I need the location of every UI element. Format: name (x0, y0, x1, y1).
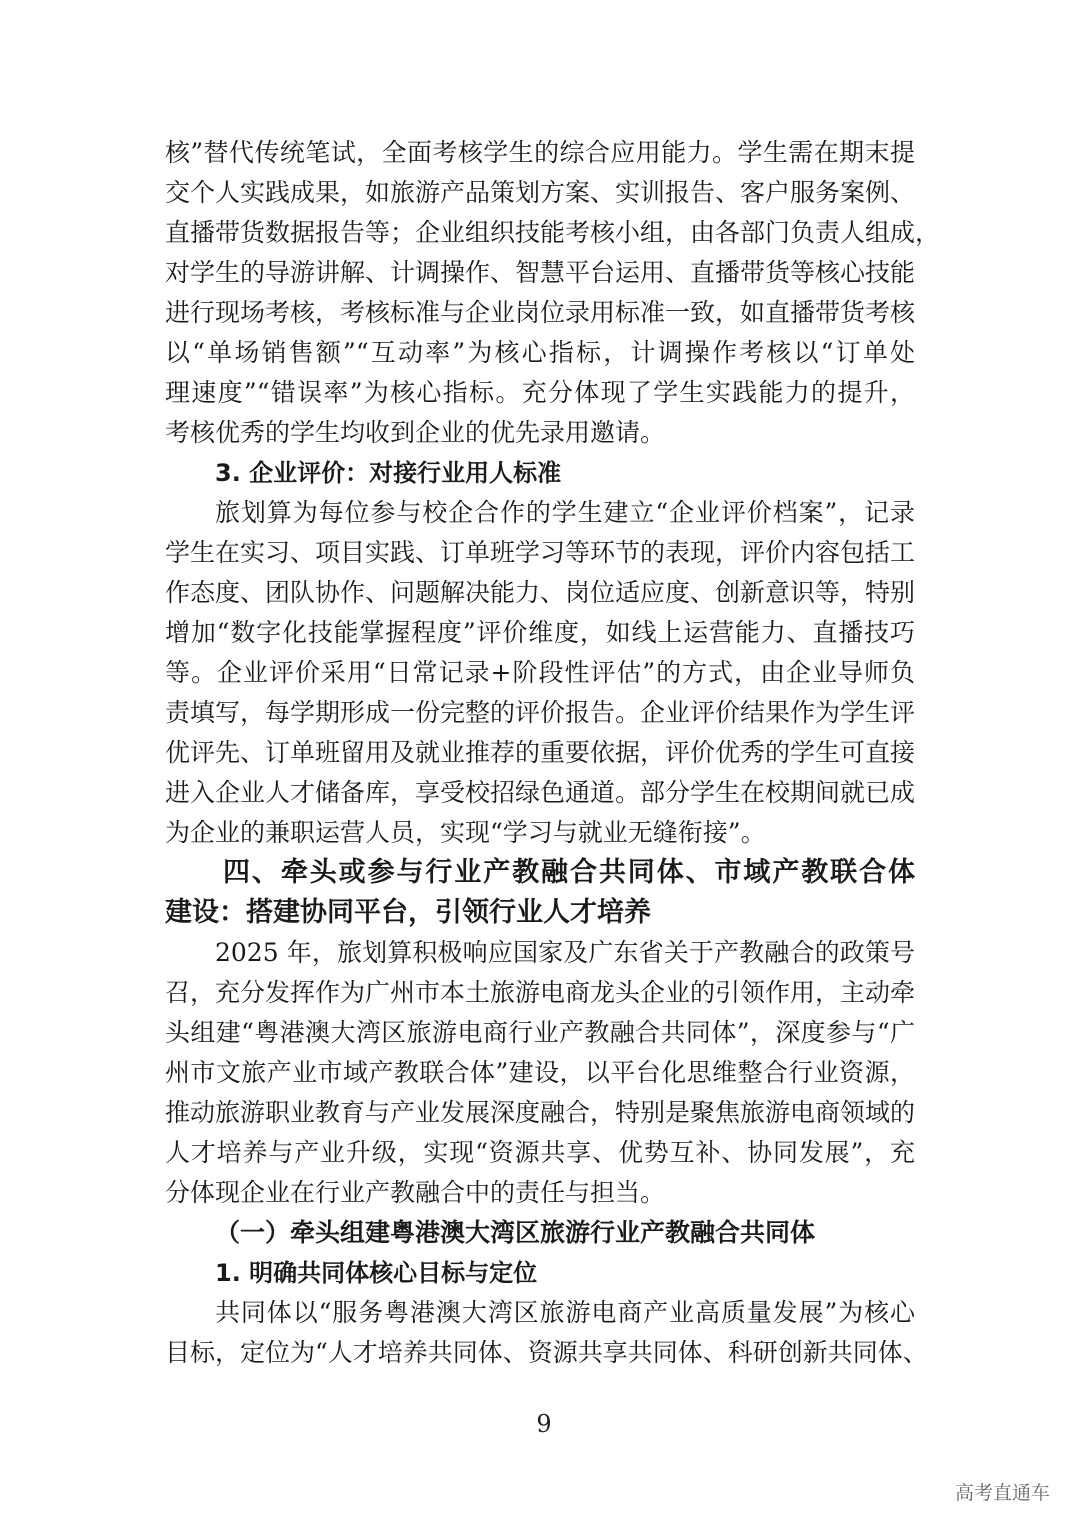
text-line: 对学生的导游讲解、计调操作、智慧平台运用、直播带货等核心技能 (165, 258, 916, 287)
section-heading-4 (165, 853, 915, 933)
text-line: 进行现场考核，考核标准与企业岗位录用标准一致，如直播带货考核 (165, 298, 916, 327)
paragraph-enterprise-evaluation (165, 493, 915, 853)
text-line: 理速度”“错误率”为核心指标。充分体现了学生实践能力的提升， (165, 378, 915, 407)
text-line: 旅划算为每位参与校企合作的学生建立“企业评价档案”，记录 (215, 498, 915, 527)
text-line: 共同体以“服务粤港澳大湾区旅游电商产业高质量发展”为核心 (215, 1298, 915, 1327)
text-line: 增加“数字化技能掌握程度”评价维度，如线上运营能力、直播技巧 (165, 618, 915, 647)
text-line: 考核优秀的学生均收到企业的优先录用邀请。 (165, 418, 666, 447)
text-line: 人才培养与产业升级，实现“资源共享、优势互补、协同发展”，充 (165, 1138, 915, 1167)
text-line: 为企业的兼职运营人员，实现“学习与就业无缝衔接”。 (165, 818, 766, 847)
paragraph-core-goal (165, 1293, 928, 1373)
heading-core-goal: 1. 明确共同体核心目标与定位 (215, 1259, 538, 1287)
heading-enterprise-evaluation: 3. 企业评价：对接行业用人标准 (215, 459, 562, 487)
paragraph-assessment (165, 133, 941, 453)
watermark: 高考直通车 (955, 1482, 1051, 1504)
text-line: 进入企业人才储备库，享受校招绿色通道。部分学生在校期间就已成 (165, 778, 916, 807)
text-line: 召，充分发挥作为广州市本土旅游电商龙头企业的引领作用，主动牵 (165, 978, 916, 1007)
page-number: 9 (536, 1410, 552, 1438)
text-line: 核”替代传统笔试，全面考核学生的综合应用能力。学生需在期末提 (165, 138, 915, 167)
text-line: 目标，定位为“人才培养共同体、资源共享共同体、科研创新共同体、 (165, 1338, 928, 1367)
text-line: 优评先、订单班留用及就业推荐的重要依据，评价优秀的学生可直接 (165, 738, 916, 767)
heading-line: 建设：搭建协同平台，引领行业人才培养 (165, 897, 651, 928)
text-line: 等。企业评价采用“日常记录+阶段性评估”的方式，由企业导师负 (165, 658, 915, 687)
text-line: 以“单场销售额”“互动率”为核心指标，计调操作考核以“订单处 (165, 338, 915, 367)
text-line: 作态度、团队协作、问题解决能力、岗位适应度、创新意识等，特别 (165, 578, 916, 607)
document-body (165, 133, 941, 1373)
text-line: 头组建“粤港澳大湾区旅游电商行业产教融合共同体”，深度参与“广 (165, 1018, 915, 1047)
text-line: 交个人实践成果，如旅游产品策划方案、实训报告、客户服务案例、 (165, 178, 916, 207)
text-line: 推动旅游职业教育与产业发展深度融合，特别是聚焦旅游电商领域的 (165, 1098, 916, 1127)
text-line: 责填写，每学期形成一份完整的评价报告。企业评价结果作为学生评 (165, 698, 916, 727)
paragraph-2025 (165, 933, 915, 1213)
text-line: 直播带货数据报告等；企业组织技能考核小组，由各部门负责人组成， (165, 218, 941, 247)
heading-line: 四、牵头或参与行业产教融合共同体、市域产教联合体 (223, 857, 915, 888)
text-line: 分体现企业在行业产教融合中的责任与担当。 (165, 1178, 666, 1207)
text-line: 学生在实习、项目实践、订单班学习等环节的表现，评价内容包括工 (165, 538, 916, 567)
subsection-heading: （一）牵头组建粤港澳大湾区旅游行业产教融合共同体 (215, 1218, 816, 1247)
text-line: 州市文旅产业市域产教联合体”建设，以平台化思维整合行业资源， (165, 1058, 915, 1087)
text-line: 2025 年，旅划算积极响应国家及广东省关于产教融合的政策号 (215, 938, 915, 967)
